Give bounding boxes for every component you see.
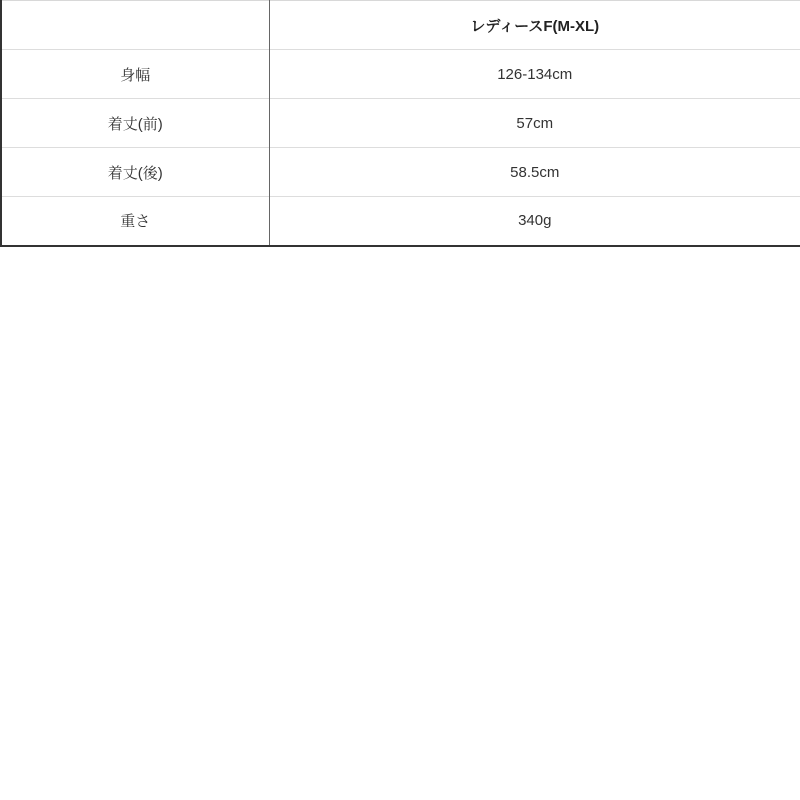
size-spec-table: [0, 0, 800, 247]
row-label-weight: 重さ: [1, 197, 269, 246]
row-value-body-width: 126-134cm: [269, 50, 800, 99]
table-header-row: [1, 1, 800, 50]
header-size-label: レディースF(M-XL): [269, 1, 800, 50]
table-row-weight: [1, 197, 800, 246]
table-row-body-width: [1, 50, 800, 99]
header-empty-cell: [1, 1, 269, 50]
row-label-body-width: 身幅: [1, 50, 269, 99]
row-value-length-front: 57cm: [269, 99, 800, 148]
row-value-weight: 340g: [269, 197, 800, 246]
row-value-length-back: 58.5cm: [269, 148, 800, 197]
row-label-length-front: 着丈(前): [1, 99, 269, 148]
row-label-length-back: 着丈(後): [1, 148, 269, 197]
table-row-length-back: [1, 148, 800, 197]
table-row-length-front: [1, 99, 800, 148]
